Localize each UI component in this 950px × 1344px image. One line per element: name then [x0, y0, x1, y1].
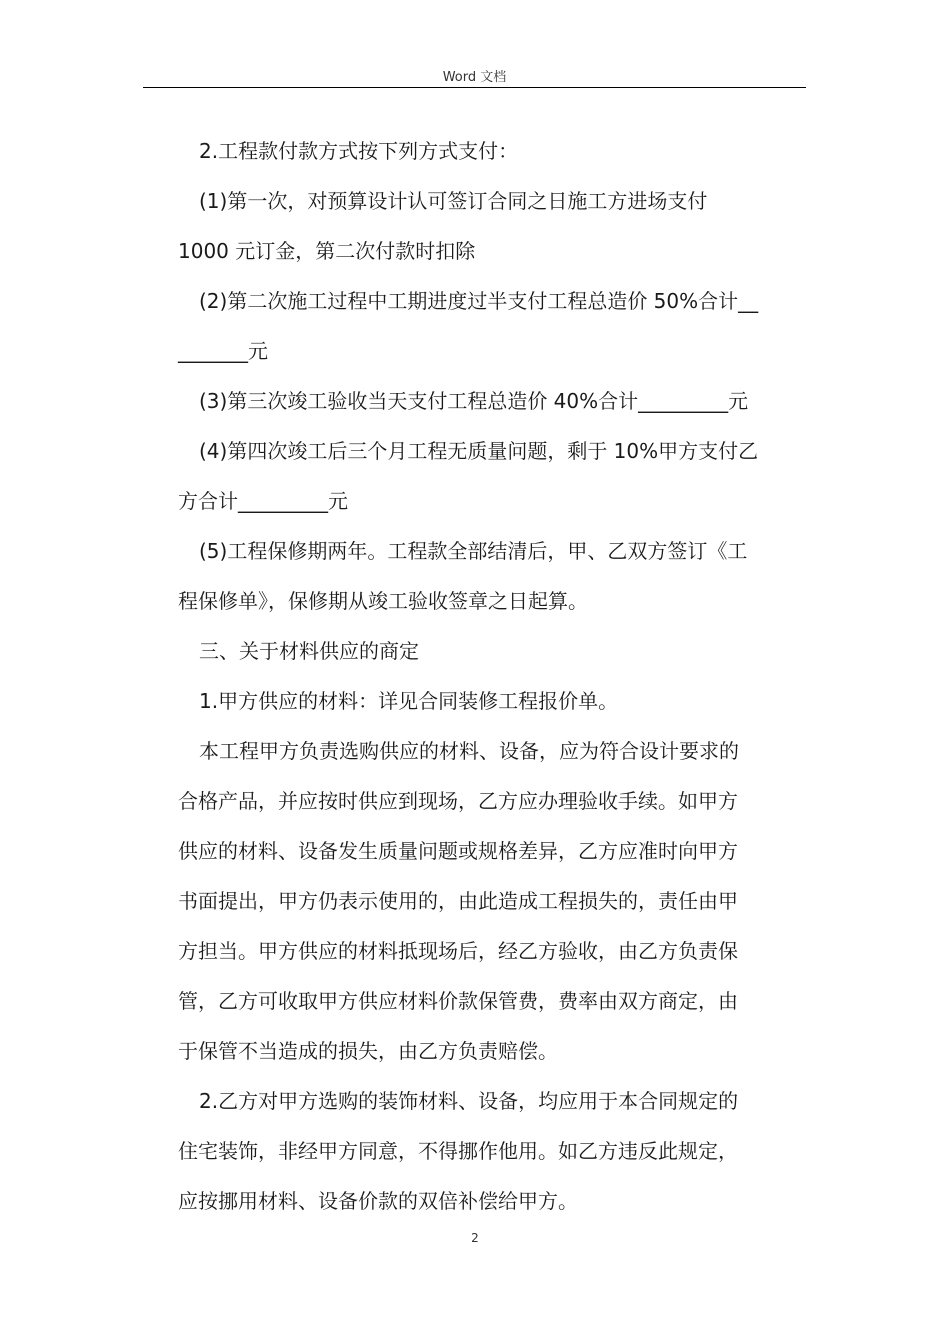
- document-body: [178, 126, 802, 1226]
- body-line: 合格产品，并应按时供应到现场，乙方应办理验收手续。如甲方: [178, 789, 738, 813]
- body-line: (1)第一次，对预算设计认可签订合同之日施工方进场支付: [199, 189, 708, 213]
- header-divider: [143, 87, 806, 88]
- body-line: 应按挪用材料、设备价款的双倍补偿给甲方。: [178, 1189, 578, 1213]
- body-line: 程保修单》，保修期从竣工验收签章之日起算。: [178, 589, 588, 613]
- body-line: 住宅装饰，非经甲方同意，不得挪作他用。如乙方违反此规定，: [178, 1139, 738, 1163]
- body-line: (3)第三次竣工验收当天支付工程总造价 40%合计_________元: [199, 389, 749, 413]
- body-line: 2.工程款付款方式按下列方式支付：: [199, 139, 519, 163]
- body-line: 于保管不当造成的损失，由乙方负责赔偿。: [178, 1039, 558, 1063]
- section-heading: 三、关于材料供应的商定: [199, 639, 419, 663]
- body-line: 1.甲方供应的材料：详见合同装修工程报价单。: [199, 689, 619, 713]
- body-line: 2.乙方对甲方选购的装饰材料、设备，均应用于本合同规定的: [199, 1089, 739, 1113]
- body-line: 供应的材料、设备发生质量问题或规格差异，乙方应准时向甲方: [178, 839, 738, 863]
- body-line: 书面提出，甲方仍表示使用的，由此造成工程损失的，责任由甲: [178, 889, 738, 913]
- body-line: (4)第四次竣工后三个月工程无质量问题，剩于 10%甲方支付乙: [199, 439, 759, 463]
- body-line: (2)第二次施工过程中工期进度过半支付工程总造价 50%合计__: [199, 289, 759, 313]
- body-line: 1000 元订金，第二次付款时扣除: [178, 239, 476, 263]
- body-line: _______元: [178, 339, 268, 363]
- body-line: 管，乙方可收取甲方供应材料价款保管费，费率由双方商定，由: [178, 989, 738, 1013]
- body-line: 方合计_________元: [178, 489, 348, 513]
- page-number: 2: [471, 1231, 479, 1245]
- body-line: 本工程甲方负责选购供应的材料、设备，应为符合设计要求的: [199, 739, 739, 763]
- body-line: 方担当。甲方供应的材料抵现场后，经乙方验收，由乙方负责保: [178, 939, 738, 963]
- body-line: (5)工程保修期两年。工程款全部结清后，甲、乙双方签订《工: [199, 539, 748, 563]
- page-header: Word 文档: [442, 70, 507, 85]
